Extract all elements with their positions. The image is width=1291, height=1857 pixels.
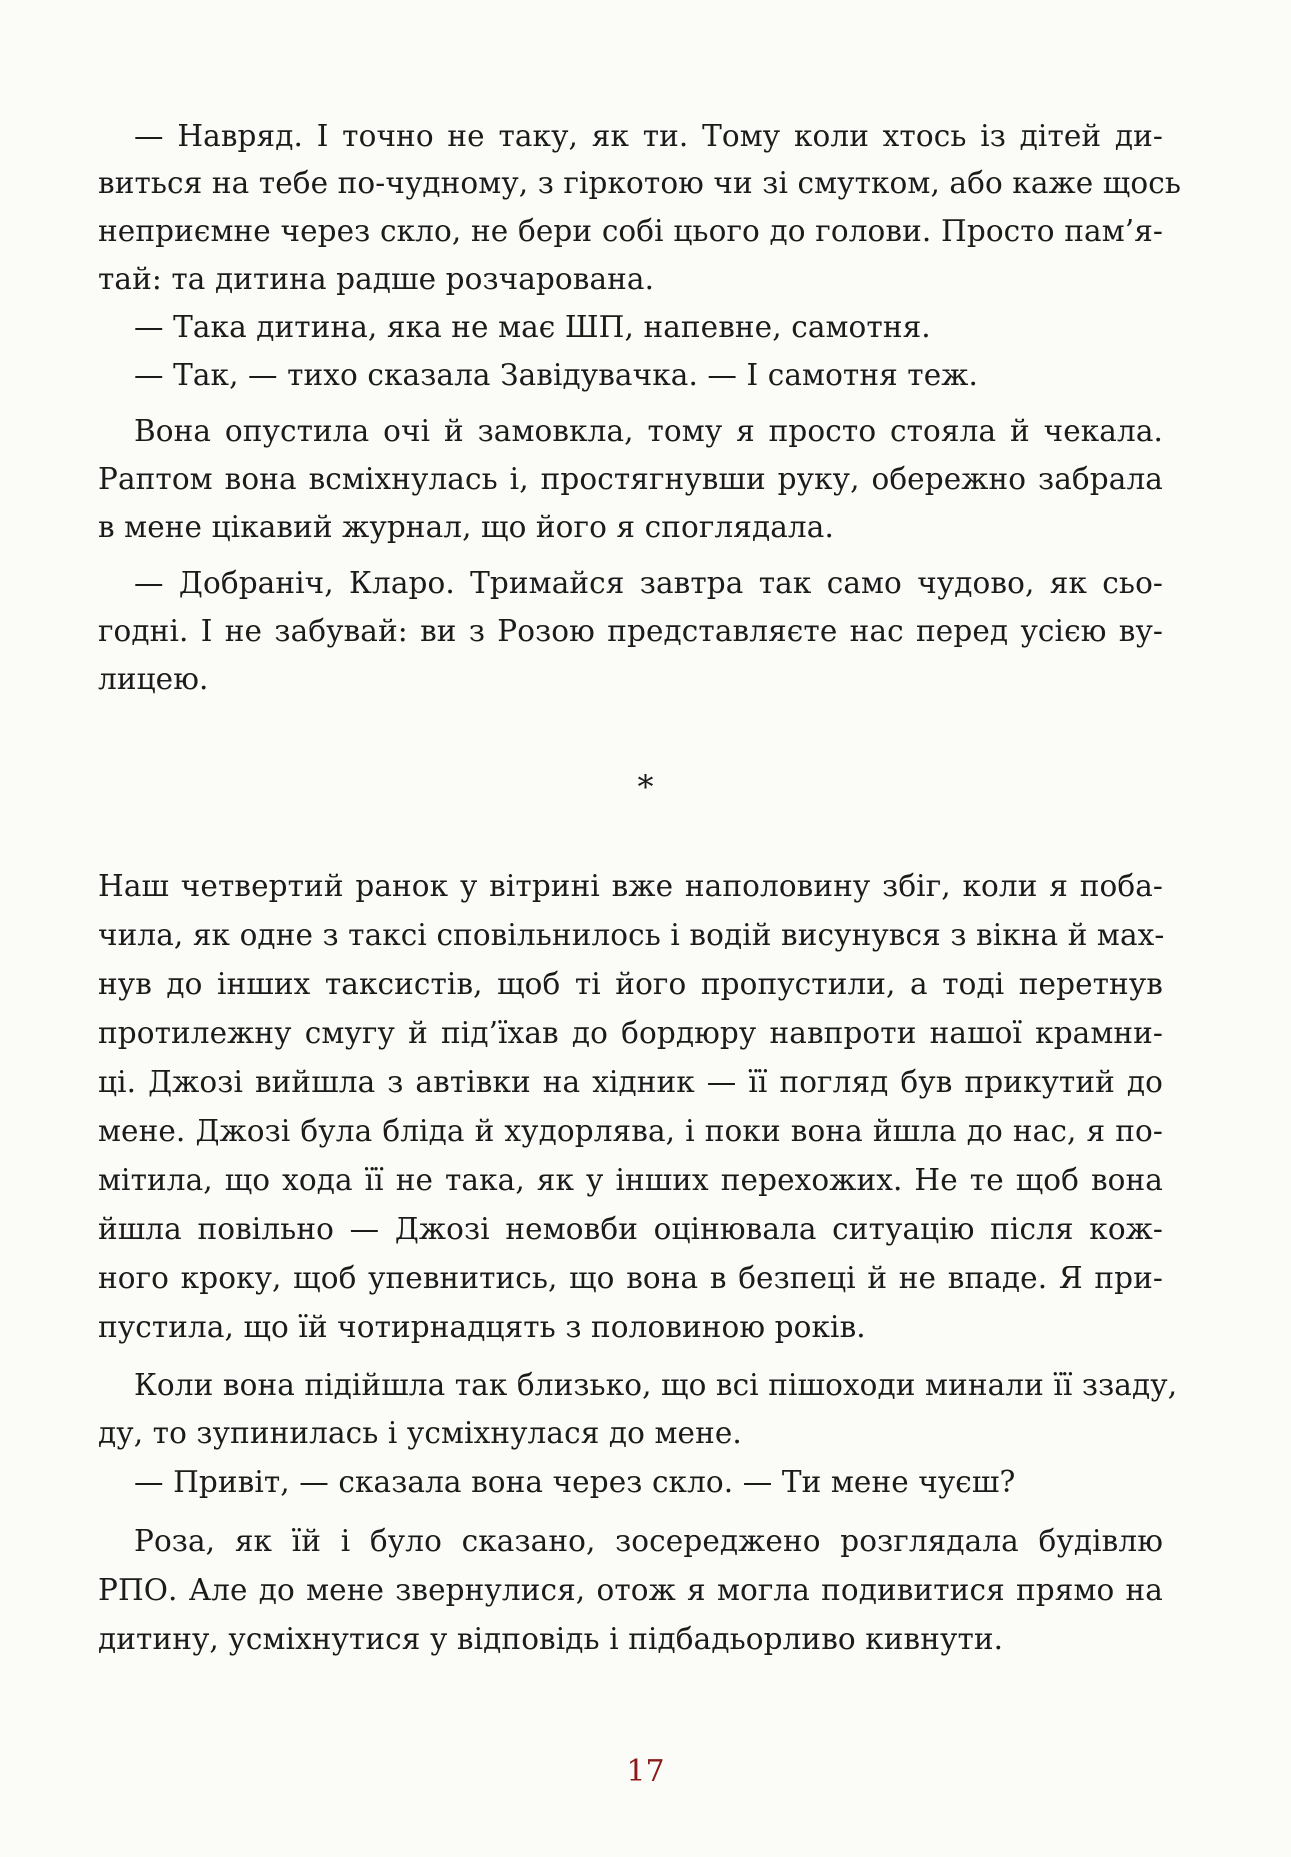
text-line: протилежну смугу й під’їхав до бордюру навпроти нашої крамни-: [98, 1016, 1163, 1050]
text-line: виться на тебе по-чудному, з гіркотою чи зі смутком, або каже щось: [98, 166, 1181, 200]
text-line: годні. І не забувай: ви з Розою представляєте нас перед усією ву-: [98, 614, 1163, 648]
text-line: нув до інших таксистів, щоб ті його пропустили, а тоді перетнув: [98, 967, 1163, 1001]
text-line: — Так, — тихо сказала Завідувачка. — І самотня теж.: [134, 358, 978, 392]
text-line: чила, як одне з таксі сповільнилось і водій висунувся з вікна й мах-: [98, 918, 1165, 952]
text-line: — Навряд. І точно не таку, як ти. Тому коли хтось із дітей ди-: [134, 119, 1163, 153]
text-line: Коли вона підійшла так близько, що всі пішоходи минали її ззаду,: [134, 1368, 1178, 1402]
text-line: Вона опустила очі й замовкла, тому я просто стояла й чекала.: [134, 414, 1163, 448]
text-line: Раптом вона всміхнулась і, простягнувши руку, обережно забрала: [98, 462, 1163, 496]
text-line: мене. Джозі була бліда й худорлява, і поки вона йшла до нас, я по-: [98, 1114, 1163, 1148]
text-line: мітила, що хода її не така, як у інших перехожих. Не те щоб вона: [98, 1163, 1163, 1197]
text-line: ду, то зупинилась і усміхнулася до мене.: [98, 1416, 742, 1450]
text-line: пустила, що їй чотирнадцять з половиною років.: [98, 1310, 866, 1344]
text-line: неприємне через скло, не бери собі цього до голови. Просто пам’я-: [98, 214, 1163, 248]
text-line: — Добраніч, Кларо. Тримайся завтра так само чудово, як сьо-: [134, 566, 1163, 600]
text-line: ці. Джозі вийшла з автівки на хідник — її погляд був прикутий до: [98, 1065, 1163, 1099]
text-line: лицею.: [98, 662, 209, 696]
text-line: Роза, як їй і було сказано, зосереджено розглядала будівлю: [134, 1524, 1163, 1558]
text-line: ного кроку, щоб упевнитись, що вона в безпеці й не впаде. Я при-: [98, 1261, 1163, 1295]
text-line: в мене цікавий журнал, що його я споглядала.: [98, 510, 834, 544]
text-line: РПО. Але до мене звернулися, отож я могла подивитися прямо на: [98, 1573, 1163, 1607]
text-line: Наш четвертий ранок у вітрині вже наполовину збіг, коли я поба-: [98, 869, 1163, 903]
text-line: — Така дитина, яка не має ШП, напевне, самотня.: [134, 310, 931, 344]
section-separator: *: [637, 768, 654, 806]
page-number: 17: [626, 1754, 665, 1789]
text-line: йшла повільно — Джозі немовби оцінювала ситуацію після кож-: [98, 1212, 1163, 1246]
text-line: — Привіт, — сказала вона через скло. — Ти мене чуєш?: [134, 1465, 1016, 1499]
text-line: дитину, усміхнутися у відповідь і підбадьорливо кивнути.: [98, 1622, 1004, 1656]
text-line: тай: та дитина радше розчарована.: [98, 262, 655, 296]
